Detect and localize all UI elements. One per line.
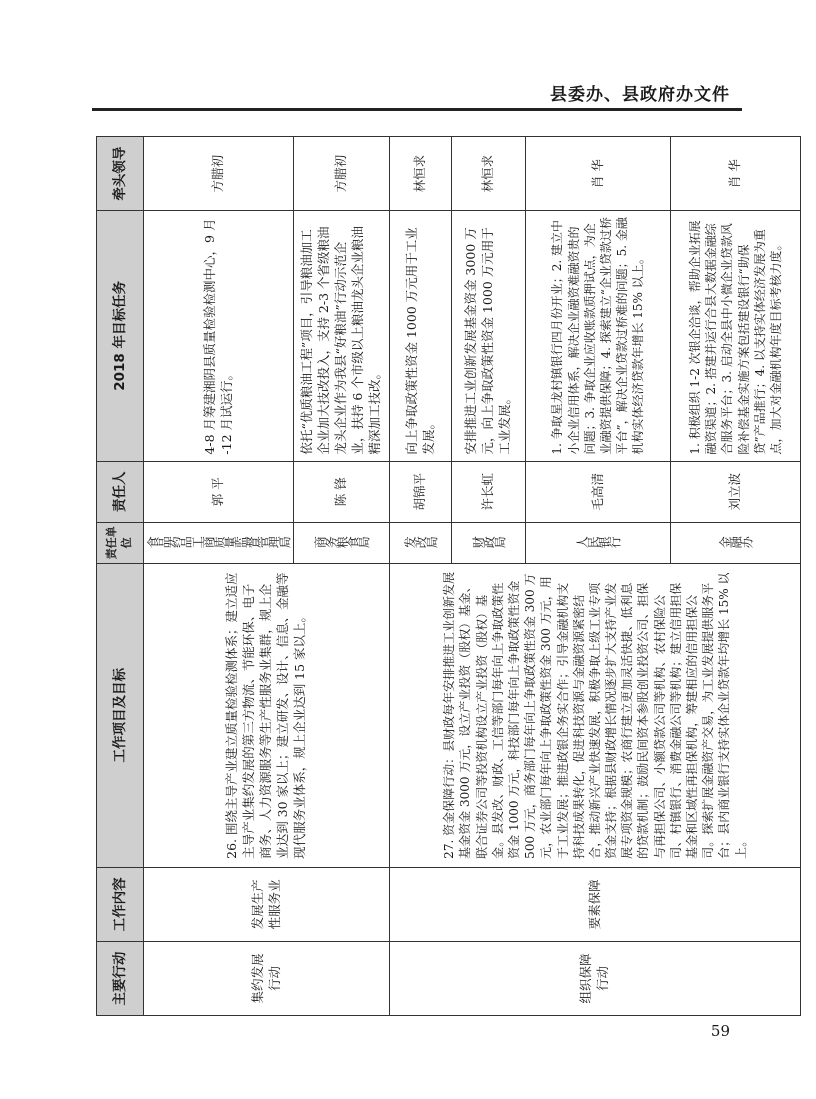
- person-cell: 郭 平: [144, 461, 294, 522]
- col-header-person: 责任人: [97, 461, 144, 522]
- action-cell: 组织保障行动: [390, 941, 801, 1015]
- person-cell: 胡锦平: [390, 461, 452, 522]
- table-row: [144, 137, 294, 1016]
- task-cell: 4-8 月筹建湘阴县质量检验检测中心，9 月 -12 月试运行。: [144, 211, 294, 461]
- document-header-title: 县委办、县政府办文件: [550, 85, 730, 105]
- action-cell: 集约发展行动: [144, 941, 390, 1015]
- task-cell: 向上争取政策性资金 1000 万元用于工业发展。: [390, 211, 452, 461]
- task-table-rotated: [96, 136, 783, 1016]
- unit-cell: 金融办: [671, 522, 801, 563]
- person-cell: 刘立波: [671, 461, 801, 522]
- page-number: 59: [710, 1022, 730, 1040]
- task-table: [96, 136, 801, 1016]
- task-cell: 依托“优质粮油工程”项目，引导粮油加工企业加大技改投入，支持 2-3 个省级粮油龙头企业作为我县“好粮油”行动示范企业，扶持 6 个市级以上粮油龙头企业粮油精深加工技改。: [294, 211, 390, 461]
- col-header-leader: 牵头领导: [97, 137, 144, 211]
- leader-cell: 林恒求: [390, 137, 452, 211]
- project-cell: 27. 资金保障行动：县财政每年安排推进工业创新发展基金资金 3000 万元，设立产业投资（股权）基金、联合证券公司等投资机构设立产业投资（股权）基金。县发改、财政、工信等部门每年向上争取政策性资金 1000 万元，科技部门每年向上争取政策性资金 500 万元，商务部门每年向上争取政策性资金 300 万元，农业部门每年向上争取政策性资金 300 万元，用于工业发展；推进政银企务实合作；引导金融机构支持科技成果转化，促进科技资源与金融资源紧密结合，推动新兴产业快速发展，积极争取上级工业专项资金支持；根据县财政增长情况逐步扩大支持产业发展专项资金规模；农商行建立更加灵活快捷、低利息的贷款机制；鼓励民间资本参股创业投资公司、担保与再担保公司、小额贷款公司等机构、农村保险公司、村镇银行、消费金融公司等机构；建立信用担保基金和区域性再担保机构，筹建相应的信用担保公司。探索扩展金融资产交易，为工业发展提供服务平台；县内商业银行支持实体企业贷款年均增长 15% 以上。: [390, 563, 801, 867]
- content-cell: 发展生产性服务业: [144, 867, 390, 941]
- leader-cell: 方腊初: [294, 137, 390, 211]
- table-row: [390, 137, 452, 1016]
- col-header-task: 2018 年目标任务: [97, 211, 144, 461]
- content-cell: 要素保障: [390, 867, 801, 941]
- col-header-content: 工作内容: [97, 867, 144, 941]
- task-cell: 1. 积极组织 1-2 次银企洽谈，帮助企业拓展融资渠道；2. 搭建并运行合县大数据金融综合服务平台；3. 启动全县中小微企业贷款风险补偿基金实施方案包括建设银行“助保贷”产品推行；4. 以支持实体经济发展为重点，加大对金融机构年度目标考核力度。: [671, 211, 801, 461]
- col-header-project: 工作项目及目标: [97, 563, 144, 867]
- unit-cell: 发改局: [390, 522, 452, 563]
- person-cell: 毛高清: [526, 461, 671, 522]
- person-cell: 陈 锋: [294, 461, 390, 522]
- task-cell: 1. 争取星龙村镇银行四月份开业；2. 建立中小企业信用体系，解决企业融资难融资贵的问题；3. 争取企业应收账款质押试点，为企业融资提供保障；4. 探索建立“企业贷款过桥平台”，解决企业贷款过桥难的问题；5. 金融机构实体经济贷款年增长 15% 以上。: [526, 211, 671, 461]
- person-cell: 许长虹: [452, 461, 526, 522]
- task-cell: 安排推进工业创新发展基金资金 3000 万元，向上争取政策性资金 1000 万元用于工业发展。: [452, 211, 526, 461]
- col-header-unit: 责任单位: [97, 522, 144, 563]
- unit-cell: 商务粮食局: [294, 522, 390, 563]
- unit-cell: 人民银行: [526, 522, 671, 563]
- unit-cell: 食品药品工商质量监督管理局: [144, 522, 294, 563]
- col-header-action: 主要行动: [97, 941, 144, 1015]
- table-header-row: [97, 137, 144, 1016]
- project-cell: 26. 围绕主导产业建立质量检验检测体系；建立适应主导产业集约发展的第三方物流、节能环保、电子商务、人力资源服务等生产性服务业集群，规上企业达到 30 家以上；建立研发、设计、信息、金融等现代服务业体系，规上企业达到 15 家以上。: [144, 563, 390, 867]
- header-rule: [92, 108, 742, 111]
- unit-cell: 财政局: [452, 522, 526, 563]
- leader-cell: 方腊初: [144, 137, 294, 211]
- leader-cell: 林恒求: [452, 137, 526, 211]
- leader-cell: 肖 华: [671, 137, 801, 211]
- leader-cell: 肖 华: [526, 137, 671, 211]
